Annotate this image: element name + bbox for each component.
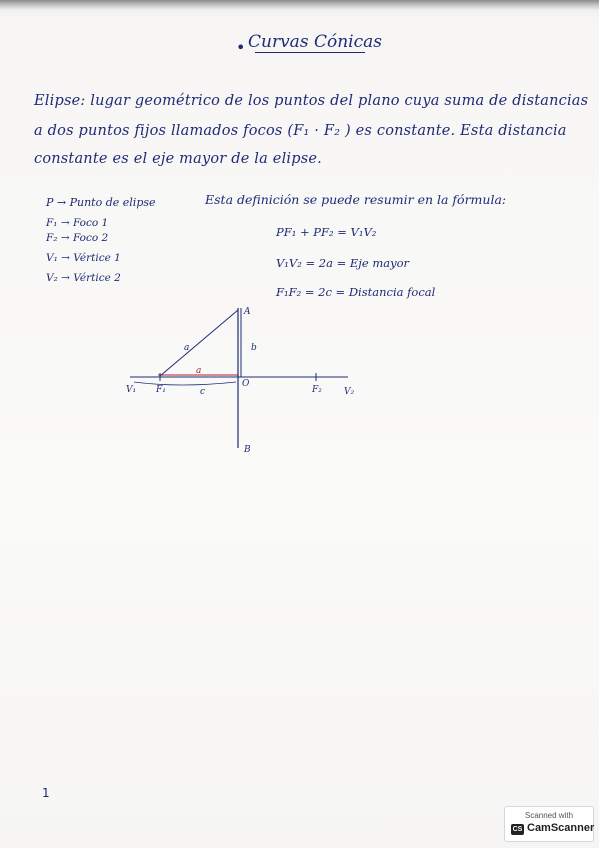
paragraph-line-1: Elipse: lugar geométrico de los puntos del plano cuya suma de distancias xyxy=(34,93,589,109)
title-underline xyxy=(255,52,365,53)
legend-vertex-2: V₂ → Vértice 2 xyxy=(46,272,121,284)
label-a-hypotenuse: a xyxy=(184,343,190,353)
title-bullet: • xyxy=(236,38,246,57)
label-B: B xyxy=(244,445,251,455)
legend-focus-1: F₁ → Foco 1 xyxy=(46,217,109,229)
label-V2: V₂ xyxy=(344,387,355,397)
formula-focal-distance: F₁F₂ = 2c = Distancia focal xyxy=(276,285,436,299)
segment-c xyxy=(134,382,236,385)
page-title: Curvas Cónicas xyxy=(248,32,382,52)
formula-sum-distances: PF₁ + PF₂ = V₁V₂ xyxy=(276,225,377,239)
ellipse-axes-diagram xyxy=(120,300,380,460)
label-b: b xyxy=(251,343,257,353)
formula-major-axis: V₁V₂ = 2a = Eje mayor xyxy=(276,256,409,270)
label-V1: V₁ xyxy=(126,385,137,395)
label-c: c xyxy=(200,387,206,397)
scanned-with-text: Scanned with xyxy=(524,811,574,820)
scan-edge-shadow xyxy=(0,0,599,10)
page-number: 1 xyxy=(42,786,50,800)
label-F1: F₁ xyxy=(156,385,166,395)
label-F2: F₂ xyxy=(312,385,322,395)
paragraph-line-3: constante es el eje mayor de la elipse. xyxy=(34,151,322,167)
camscanner-brand: CamScanner xyxy=(527,822,595,834)
paragraph-line-2: a dos puntos fijos llamados focos (F₁ · F₂ ) es constante. Esta distancia xyxy=(34,123,567,139)
label-A: A xyxy=(244,307,251,317)
legend-point: P → Punto de elipse xyxy=(46,196,156,209)
definition-text: Esta definición se puede resumir en la fórmula: xyxy=(205,192,507,207)
camscanner-logo-icon: CS xyxy=(512,826,523,833)
camscanner-watermark xyxy=(504,806,594,842)
legend-vertex-1: V₁ → Vértice 1 xyxy=(46,252,121,264)
label-O: O xyxy=(242,379,250,389)
legend-focus-2: F₂ → Foco 2 xyxy=(46,232,109,244)
label-a-segment: a xyxy=(196,366,202,376)
